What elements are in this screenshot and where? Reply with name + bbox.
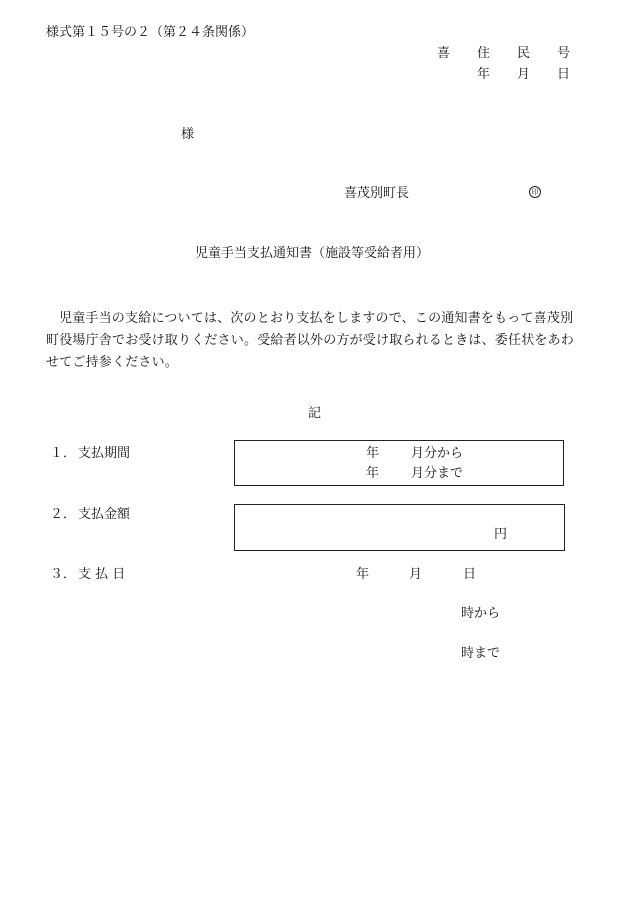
period-year-from: 年 [366,446,380,461]
period-year-to: 年 [366,466,380,481]
form-number: 様式第１５号の２（第２４条関係） [46,25,255,40]
date-day: 日 [557,67,571,82]
date-month: 月 [517,67,531,82]
item-1-label: 支払期間 [78,446,131,461]
period-box [234,440,564,486]
amount-box [234,504,565,551]
period-from-text: 月分から [411,446,464,461]
item-3-label: 支 払 日 [78,567,126,582]
doc-number-char-2: 住 [477,46,491,61]
amount-unit: 円 [494,527,508,542]
body-paragraph: 児童手当の支給については、次のとおり支払をしますので、この通知書をもって喜茂別町役場庁舎でお受け取りください。受給者以外の方が受け取られるときは、委任状をあわせてご持参ください。 [46,311,575,370]
seal-mark: 印 [529,186,541,198]
payday-month: 月 [409,567,423,582]
payday-year: 年 [356,567,370,582]
payday-time-from: 時から [461,606,501,621]
item-3-number: ３． [50,567,77,582]
item-2-number: ２． [50,507,77,522]
item-2-label: 支払金額 [78,507,131,522]
period-to-text: 月分まで [411,466,464,481]
ki-heading: 記 [308,406,322,421]
doc-number-char-4: 号 [557,46,571,61]
doc-number-char-1: 喜 [437,46,451,61]
document-title: 児童手当支払通知書（施設等受給者用） [195,246,430,261]
payday-time-to: 時まで [461,646,501,661]
addressee-suffix: 様 [181,127,195,142]
date-year: 年 [477,67,491,82]
issuer-name: 喜茂別町長 [344,186,410,201]
item-1-number: １． [50,446,77,461]
doc-number-char-3: 民 [517,46,531,61]
payday-day: 日 [463,567,477,582]
